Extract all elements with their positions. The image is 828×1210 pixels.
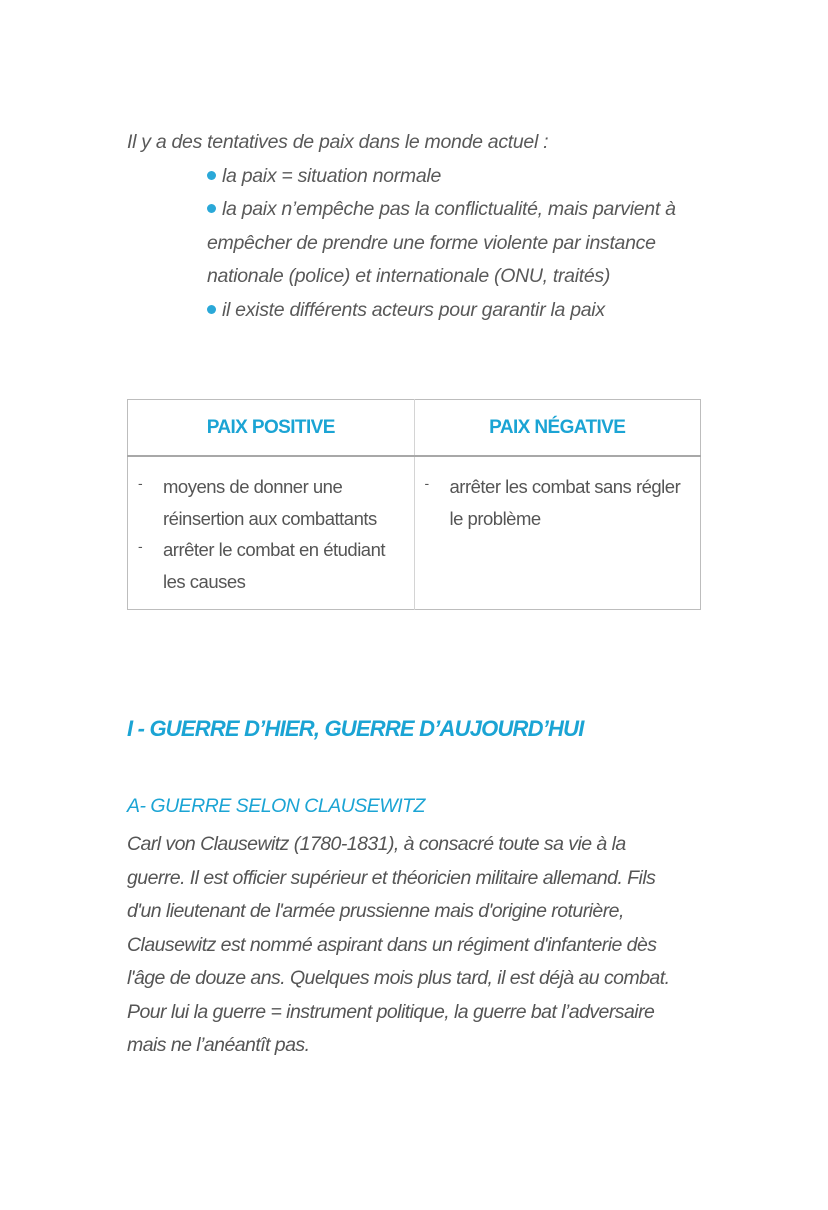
paragraph-line: d'un lieutenant de l'armée prussienne mais d'origine roturière, <box>127 900 624 922</box>
subsection-title: A- GUERRE SELON CLAUSEWITZ <box>127 795 425 817</box>
intro-bullet-list <box>127 160 727 328</box>
list-item-text: arrêter les combat sans régler le problème <box>449 476 681 529</box>
list-item <box>138 534 404 597</box>
dash-marker: - <box>138 538 143 554</box>
intro-bullet <box>207 160 727 194</box>
list-item-text: moyens de donner une réinsertion aux combattants <box>163 476 377 529</box>
bullet-dot-icon <box>207 204 216 213</box>
positive-list <box>138 471 404 597</box>
table-row <box>128 456 701 610</box>
paragraph-line: mais ne l’anéantît pas. <box>127 1034 310 1056</box>
paragraph-line: Carl von Clausewitz (1780-1831), à consacré toute sa vie à la <box>127 833 626 855</box>
intro-paragraph <box>127 126 727 327</box>
section-title: I - GUERRE D’HIER, GUERRE D’AUJOURD’HUI <box>127 716 584 741</box>
bullet-dot-icon <box>207 305 216 314</box>
paragraph-line: l'âge de douze ans. Quelques mois plus tard, il est déjà au combat. <box>127 967 670 989</box>
paragraph-line: guerre. Il est officier supérieur et théoricien militaire allemand. Fils <box>127 866 656 889</box>
paragraph-line: Clausewitz est nommé aspirant dans un régiment d'infanterie dès <box>127 933 657 956</box>
intro-bullet-text: la paix n’empêche pas la conflictualité, mais parvient à empêcher de prendre une forme violente par instance nationale (police) et internationale (ONU, traités) <box>207 198 676 287</box>
cell-paix-negative <box>414 456 701 610</box>
table-header-row <box>128 400 701 457</box>
header-paix-positive: PAIX POSITIVE <box>128 400 415 457</box>
paragraph-line: Pour lui la guerre = instrument politique, la guerre bat l’adversaire <box>127 1000 655 1023</box>
header-paix-negative: PAIX NÉGATIVE <box>414 400 701 457</box>
intro-lead: Il y a des tentatives de paix dans le monde actuel : <box>127 131 549 153</box>
intro-bullet <box>207 294 727 328</box>
dash-marker: - <box>138 475 143 491</box>
paix-comparison-table <box>127 399 701 610</box>
negative-list <box>425 471 691 534</box>
clausewitz-paragraph <box>127 828 747 1063</box>
intro-bullet-text: la paix = situation normale <box>222 164 441 187</box>
cell-paix-positive <box>128 456 415 610</box>
list-item <box>138 471 404 534</box>
list-item <box>425 471 691 534</box>
bullet-dot-icon <box>207 171 216 180</box>
intro-bullet <box>207 193 727 294</box>
intro-bullet-text: il existe différents acteurs pour garantir la paix <box>222 298 605 321</box>
dash-marker: - <box>424 475 429 491</box>
list-item-text: arrêter le combat en étudiant les causes <box>163 539 386 592</box>
